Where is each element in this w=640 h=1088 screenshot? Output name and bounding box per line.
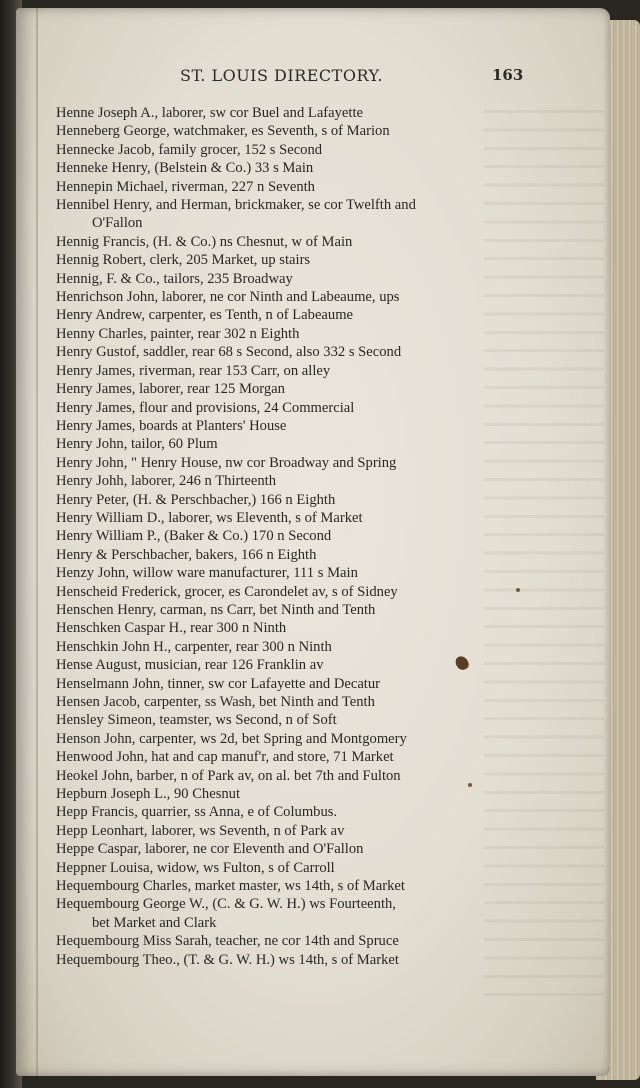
entry: Hensen Jacob, carpenter, ss Wash, bet Ninth and Tenth — [56, 694, 375, 710]
entry: Henry James, riverman, rear 153 Carr, on alley — [56, 362, 331, 379]
entry: Henson John, carpenter, ws 2d, bet Spring and Montgomery — [56, 730, 407, 747]
entry: Hense August, musician, rear 126 Franklin av — [56, 657, 324, 674]
running-head: ST. LOUIS DIRECTORY. — [180, 66, 384, 85]
entry-continuation: O'Fallon — [92, 215, 143, 232]
directory-entries — [56, 104, 526, 969]
entry: Hennibel Henry, and Herman, brickmaker, se cor Twelfth and — [56, 197, 416, 214]
entry: Henry James, boards at Planters' House — [56, 417, 287, 434]
entry: Heppe Caspar, laborer, ne cor Eleventh and O'Fallon — [56, 841, 364, 858]
entry: Henry Peter, (H. & Perschbacher,) 166 n Eighth — [56, 491, 336, 508]
entry: Henny Charles, painter, rear 302 n Eighth — [56, 325, 300, 342]
entry: Henzy John, willow ware manufacturer, 111 s Main — [56, 565, 358, 582]
entry: Hennig Francis, (H. & Co.) ns Chesnut, w of Main — [56, 233, 353, 250]
entry: Hennecke Jacob, family grocer, 152 s Second — [56, 141, 323, 158]
entry: Henry William D., laborer, ws Eleventh, s of Market — [56, 509, 363, 526]
entry: Henry William P., (Baker & Co.) 170 n Second — [56, 528, 332, 545]
entry: Hepp Leonhart, laborer, ws Seventh, n of Park av — [56, 822, 345, 839]
entry: Hequembourg George W., (C. & G. W. H.) ws Fourteenth, — [56, 896, 396, 913]
entry: Hequembourg Theo., (T. & G. W. H.) ws 14th, s of Market — [56, 951, 399, 968]
entry: Henry Johh, laborer, 246 n Thirteenth — [56, 473, 277, 490]
entry: Henschken Caspar H., rear 300 n Ninth — [56, 620, 287, 637]
entry-continuation: bet Market and Clark — [92, 914, 217, 931]
entry: Henry James, flour and provisions, 24 Commercial — [56, 399, 355, 416]
entry: Henry James, laborer, rear 125 Morgan — [56, 381, 285, 398]
entry: Henry Andrew, carpenter, es Tenth, n of Labeaume — [56, 307, 354, 324]
entry: Henscheid Frederick, grocer, es Carondelet av, s of Sidney — [56, 583, 398, 600]
entry: Henry John, " Henry House, nw cor Broadway and Spring — [56, 454, 397, 471]
entry: Hequembourg Miss Sarah, teacher, ne cor 14th and Spruce — [56, 933, 399, 950]
entry: Henneke Henry, (Belstein & Co.) 33 s Main — [56, 160, 314, 177]
entry: Hennig, F. & Co., tailors, 235 Broadway — [56, 270, 293, 287]
entry: Henne Joseph A., laborer, sw cor Buel and Lafayette — [56, 105, 363, 121]
entry: Hepp Francis, quarrier, ss Anna, e of Columbus. — [56, 804, 338, 821]
dust-speck — [516, 588, 520, 592]
entry: Hennepin Michael, riverman, 227 n Seventh — [56, 178, 315, 195]
entry: Henwood John, hat and cap manuf'r, and store, 71 Market — [56, 749, 394, 766]
entry: Hequembourg Charles, market master, ws 14th, s of Market — [56, 878, 405, 895]
directory-page — [16, 8, 610, 1076]
page-number: 163 — [492, 66, 524, 84]
entry: Henneberg George, watchmaker, es Seventh, s of Marion — [56, 123, 390, 140]
dust-speck — [468, 783, 472, 787]
entry: Henschen Henry, carman, ns Carr, bet Ninth and Tenth — [56, 601, 376, 618]
entry: Henry John, tailor, 60 Plum — [56, 436, 218, 453]
entry: Heppner Louisa, widow, ws Fulton, s of Carroll — [56, 859, 335, 876]
page-header — [16, 66, 610, 90]
entry: Henselmann John, tinner, sw cor Lafayette and Decatur — [56, 675, 381, 692]
entry: Henrichson John, laborer, ne cor Ninth and Labeaume, ups — [56, 289, 400, 306]
entry: Heokel John, barber, n of Park av, on al. bet 7th and Fulton — [56, 767, 401, 784]
entry: Henry Gustof, saddler, rear 68 s Second, also 332 s Second — [56, 344, 402, 361]
entry: Henschkin John H., carpenter, rear 300 n Ninth — [56, 638, 332, 655]
entry: Hennig Robert, clerk, 205 Market, up stairs — [56, 252, 311, 269]
gutter-line — [36, 8, 38, 1076]
entry: Henry & Perschbacher, bakers, 166 n Eighth — [56, 546, 317, 563]
entry: Hensley Simeon, teamster, ws Second, n of Soft — [56, 712, 337, 729]
entry: Hepburn Joseph L., 90 Chesnut — [56, 786, 241, 803]
